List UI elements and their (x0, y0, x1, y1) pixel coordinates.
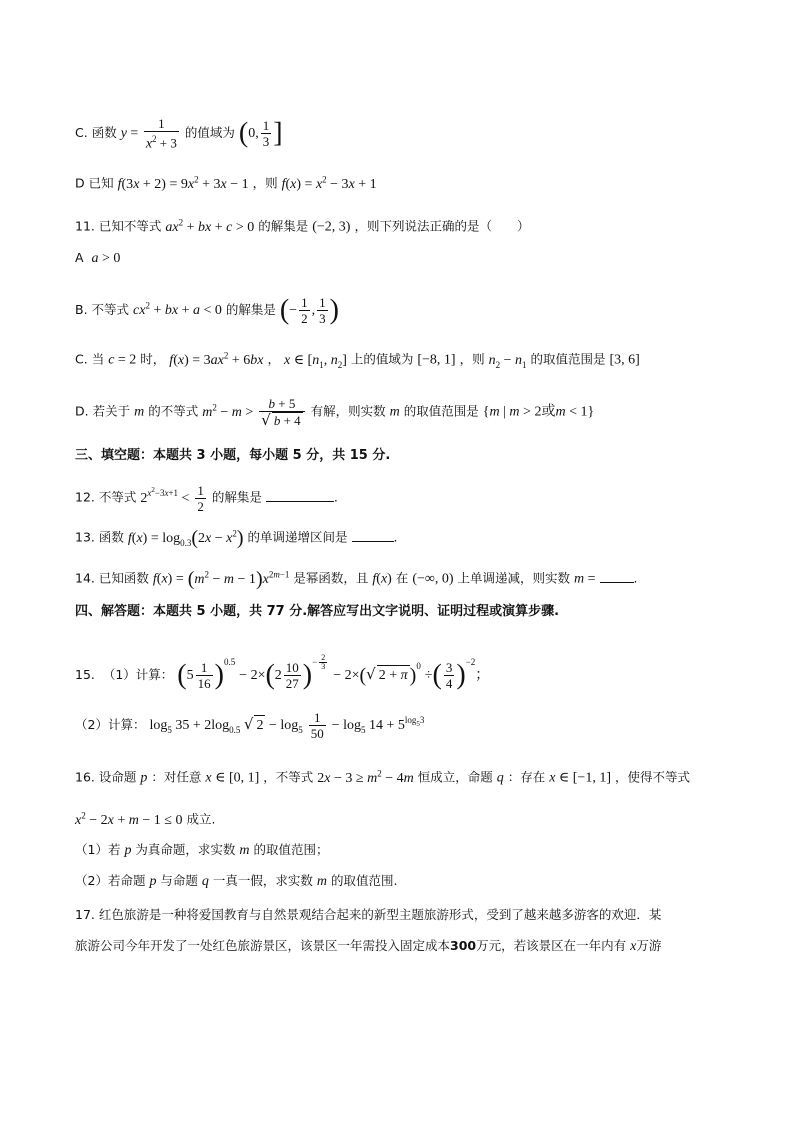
q11-option-d: D. 若关于 m 的不等式 $m^2 - m$ > $\frac{b + 5}{√ b + 4}$ 有解，则实数 m 的取值范围是 {m | m > 2或m < 1} (75, 396, 595, 429)
question-17-cont: 旅游公司今年开发了一处红色旅游景区，该景区一年需投入固定成本300万元，若该景区在一年内有 x万游 (75, 938, 662, 954)
question-15-part-1: 15. （1）计算： (5 $\frac{1}{16}$ )$^{0.5}$ − 2×(2 $\frac{10}{27}$ )$^{- \frac{2}{3}}$ − 2×(√ 2 + π )$^0$ ÷( $\frac{3}{4}$ )$^{-2}$； (75, 653, 490, 691)
question-16: 16. 设命题 p ：对任意 x ∈ [0, 1] ，不等式 $2x - 3 \ge m^2 - 4m$ 恒成立，命题 q ：存在 x ∈ [−1, 1] ，使得不等式 (75, 768, 690, 786)
q11-option-a: A a > 0 (75, 250, 121, 266)
question-12: 12. 不等式 $2^{x^2-3x+1}$ < $\frac{1}{2}$ 的解集是 . (75, 482, 338, 514)
answer-blank[interactable] (600, 570, 634, 583)
answer-blank[interactable] (352, 529, 394, 542)
section-3-title: 三、填空题：本题共 3 小题，每小题 5 分，共 15 分. (75, 448, 391, 463)
option-d-prev: D 已知 $f(3x + 2) = 9x^2 + 3x - 1$ ，则 $f(x) = x^2 - 3x + 1$ (75, 174, 377, 192)
question-14: 14. 已知函数 $f(x) = (m^2 - m - 1)x^{2m-1}$ 是幂函数，且 f(x) 在 (−∞, 0) 上单调递减，则实数 m = . (75, 568, 638, 591)
question-16-sub-2: （2）若命题 p 与命题 q 一真一假，求实数 m 的取值范围. (75, 873, 398, 889)
section-4-title: 四、解答题：本题共 5 小题，共 77 分.解答应写出文字说明、证明过程或演算步骤. (75, 604, 560, 619)
question-15-part-2: （2）计算： $\log_5 35 + 2\log_{0.5}$ √ $2 - \log_5$ $\frac{1}{50}$ − $\log_5 14 + 5^{log_53}$ (75, 710, 425, 741)
option-c-prev: C. 函数 y = $\frac{1}{x^2 + 3}$ 的值域为 (0, $\frac{1}{3}$ ] (75, 116, 283, 152)
q11-option-c: C. 当 c = 2 时， $f(x) = 3ax^2 + 6bx$ ， x ∈ [$n_1$, $n_2$] 上的值域为 [−8, 1] ，则 $n_2 - n_1$ 的取值范围是 [3, 6] (75, 350, 640, 370)
question-17: 17. 红色旅游是一种将爱国教育与自然景观结合起来的新型主题旅游形式，受到了越来越多游客的欢迎．某 (75, 907, 662, 922)
question-16-sub-1: （1）若 p 为真命题，求实数 m 的取值范围； (75, 842, 329, 858)
answer-blank[interactable] (266, 489, 334, 502)
q11-option-b: B. 不等式 $cx^2$ + bx + a < 0 的解集是 (− $\frac{1}{2}$ , $\frac{1}{3}$ ) (75, 294, 339, 326)
question-16-cont: $x^2 - 2x + m - 1 \le 0$ 成立. (75, 810, 216, 828)
question-11: 11. 已知不等式 $ax^2$ + bx + c > 0 的解集是 (−2, 3) ，则下列说法正确的是（ ） (75, 217, 530, 235)
fraction: $\frac{1}{x^2 + 3}$ (145, 116, 177, 152)
question-13: 13. 函数 $f(x) = \log_{0.3}(2x - x^2)$ 的单调递增区间是 . (75, 527, 398, 550)
